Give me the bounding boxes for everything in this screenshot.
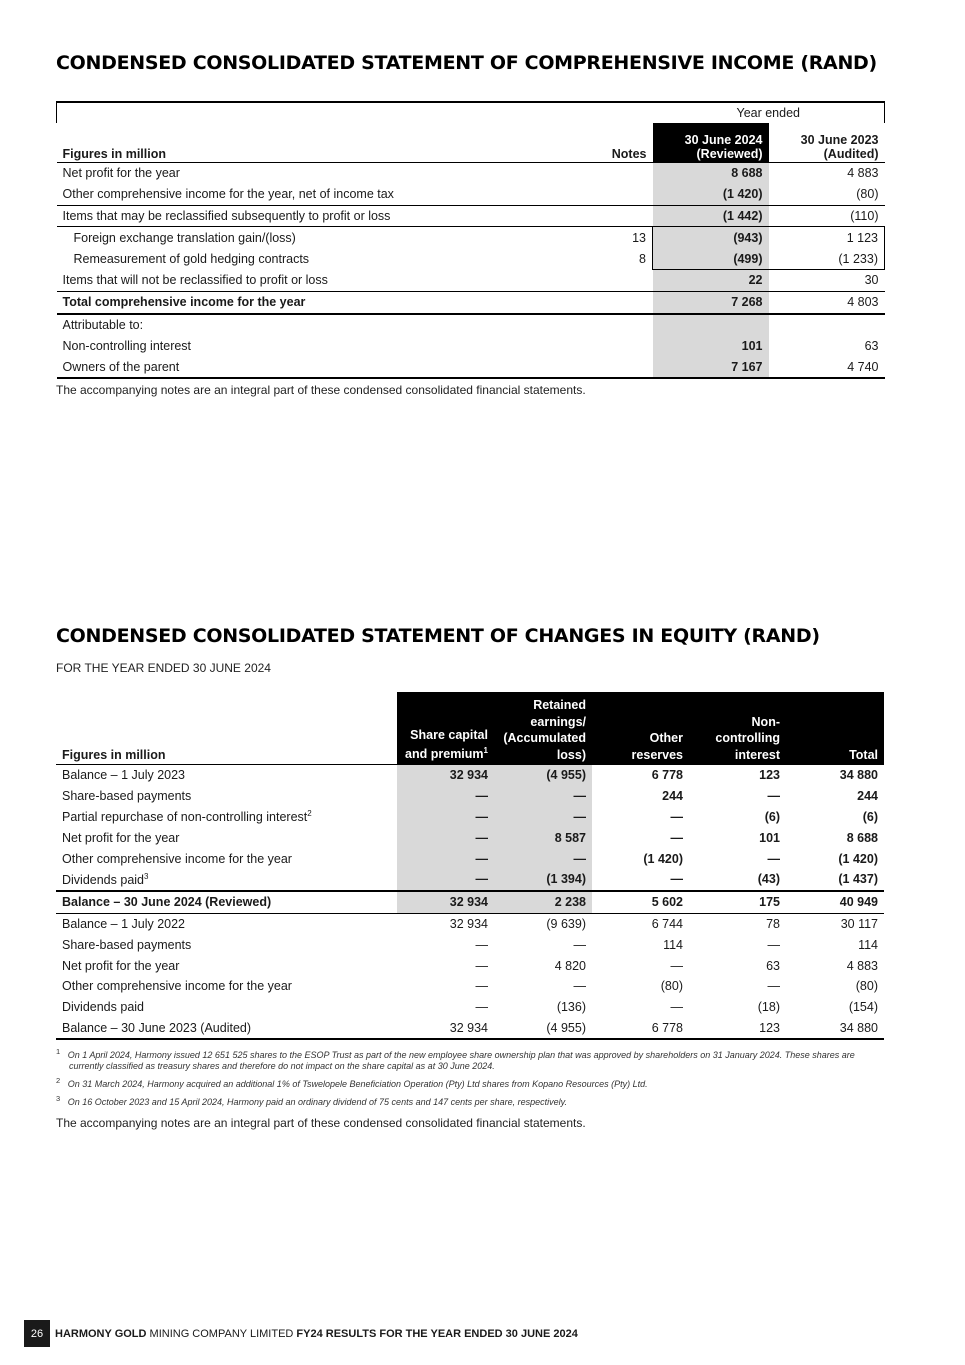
table-row: Balance – 1 July 2022 32 934 (9 639) 6 744 78 30 117: [62, 916, 878, 931]
table-row: Share-based payments — — 244 — 244: [56, 786, 884, 807]
retained-earnings-header: Retained earnings/ (Accumulated loss): [494, 692, 592, 765]
income-statement-table: [56, 101, 885, 379]
notes-header: Notes: [587, 123, 653, 163]
col-2023-header: 30 June 2023 (Audited): [769, 123, 885, 163]
equity-statement-table: [56, 692, 884, 1040]
equity-statement-title: CONDENSED CONSOLIDATED STATEMENT OF CHANGES IN EQUITY (RAND): [56, 625, 820, 647]
figures-header: Figures in million: [56, 692, 397, 765]
table-row: Non-controlling interest 101 63: [57, 335, 885, 356]
table-row: Net profit for the year 8 688 4 883: [57, 163, 885, 184]
table-row: Balance – 30 June 2024 (Reviewed) 32 934 2 238 5 602 175 40 949: [56, 891, 884, 913]
table-row: Balance – 30 June 2023 (Audited) 32 934 (4 955) 6 778 123 34 880: [56, 1018, 884, 1040]
total-header: Total: [786, 692, 884, 765]
footer-text: HARMONY GOLD MINING COMPANY LIMITED FY24 RESULTS FOR THE YEAR ENDED 30 JUNE 2024: [55, 1327, 578, 1340]
table-row: Net profit for the year — 8 587 — 101 8 688: [56, 827, 884, 848]
non-controlling-header: Non-controlling interest: [689, 692, 786, 765]
table-row: Net profit for the year — 4 820 — 63 4 883: [62, 958, 878, 973]
page-number: 26: [24, 1320, 50, 1347]
other-reserves-header: Other reserves: [592, 692, 689, 765]
footnote-2: $^2$ On 31 March 2024, Harmony acquired an additional 1% of Tswelopele Beneficiation Operation (Pty) Ltd shares from Kopano Resources (Pty) Ltd.: [56, 1076, 648, 1089]
table-row: Items that may be reclassified subsequently to profit or loss (1 442) (110): [57, 205, 885, 227]
col-2024-header: 30 June 2024 (Reviewed): [653, 123, 769, 163]
equity-footnotes: [56, 1046, 882, 1108]
table-row: Other comprehensive income for the year, net of income tax (1 420) (80): [57, 184, 885, 205]
table-row: Remeasurement of gold hedging contracts 8 (499) (1 233): [57, 248, 885, 269]
equity-accompanying-note: The accompanying notes are an integral part of these condensed consolidated financial statements.: [56, 1116, 586, 1130]
footnote-1: $^1$ On 1 April 2024, Harmony issued 12 651 525 shares to the ESOP Trust as part of the new employee share ownership plan that was approved by shareholders on 31 January 2024. These shares are currently classified as treasury shares and therefore do not impact on the share capital as at 30 June 2024.: [56, 1047, 855, 1071]
year-ended-header: Year ended: [653, 102, 885, 123]
table-row: Other comprehensive income for the year — — (1 420) — (1 420): [56, 848, 884, 869]
table-row: Balance – 1 July 2023 32 934 (4 955) 6 778 123 34 880: [56, 765, 884, 786]
table-row: Items that will not be reclassified to profit or loss 22 30: [57, 269, 885, 291]
table-row: Total comprehensive income for the year 7 268 4 803: [57, 291, 885, 313]
table-row: Other comprehensive income for the year — — (80) — (80): [62, 979, 878, 994]
figures-header: Figures in million: [57, 123, 587, 163]
footnote-3: $^3$ On 16 October 2023 and 15 April 2024, Harmony paid an ordinary dividend of 75 cents and 147 cents per share, respectively.: [56, 1094, 567, 1107]
table-row: Dividends paid$^3$ — (1 394) — (43) (1 437): [56, 869, 884, 891]
table-row: Foreign exchange translation gain/(loss) 13 (943) 1 123: [57, 227, 885, 248]
table-row: Owners of the parent 7 167 4 740: [57, 356, 885, 378]
page-footer: [24, 1320, 578, 1347]
table-row: Partial repurchase of non-controlling interest$^2$ — — — (6) (6): [56, 807, 884, 828]
table-row: Share-based payments — — 114 — 114: [62, 937, 878, 952]
income-statement-title: CONDENSED CONSOLIDATED STATEMENT OF COMPREHENSIVE INCOME (RAND): [56, 52, 877, 74]
share-capital-header: Share capital and premium$^1$: [397, 692, 494, 765]
table-row: Dividends paid — (136) — (18) (154): [62, 1000, 878, 1015]
income-accompanying-note: The accompanying notes are an integral part of these condensed consolidated financial statements.: [56, 383, 586, 397]
table-row: Attributable to:: [57, 314, 885, 336]
equity-statement-subtitle: FOR THE YEAR ENDED 30 JUNE 2024: [56, 661, 271, 675]
